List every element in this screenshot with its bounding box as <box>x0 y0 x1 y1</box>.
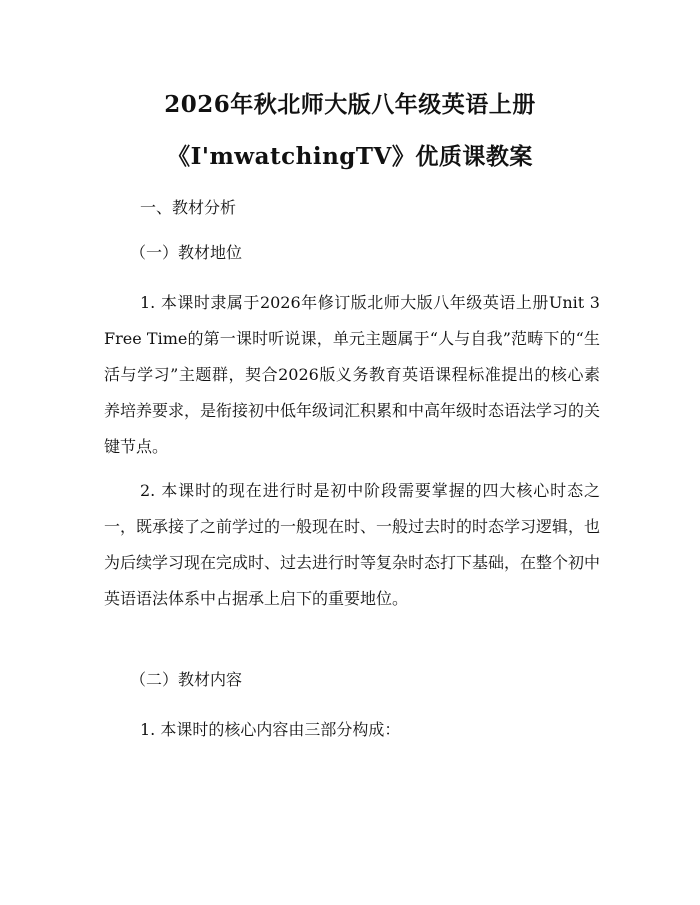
paragraph-1: 1. 本课时隶属于2026年修订版北师大版八年级英语上册Unit 3 Free Time的第一课时听说课，单元主题属于“人与自我”范畴下的“生活与学习”主题群，契合2026版义务教育英语课程标准提出的核心素养培养要求，是衔接初中低年级词汇积累和中高年级时态语法学习的关键节点。 <box>104 293 601 456</box>
subsection-heading-textbook-content: （二）教材内容 <box>130 670 243 689</box>
section-heading-textbook-analysis: 一、教材分析 <box>140 198 237 217</box>
document-title-line2: 《I'mwatchingTV》优质课教案 <box>167 143 533 170</box>
subsection-heading-textbook-status: （一）教材地位 <box>130 243 243 262</box>
paragraph-2: 2. 本课时的现在进行时是初中阶段需要掌握的四大核心时态之一，既承接了之前学过的一般现在时、一般过去时的时态学习逻辑，也为后续学习现在完成时、过去进行时等复杂时态打下基础，在整个初中英语语法体系中占据承上启下的重要地位。 <box>104 481 601 608</box>
paragraph-3: 1. 本课时的核心内容由三部分构成： <box>140 720 401 739</box>
document-title-line1: 2026年秋北师大版八年级英语上册 <box>164 91 536 118</box>
